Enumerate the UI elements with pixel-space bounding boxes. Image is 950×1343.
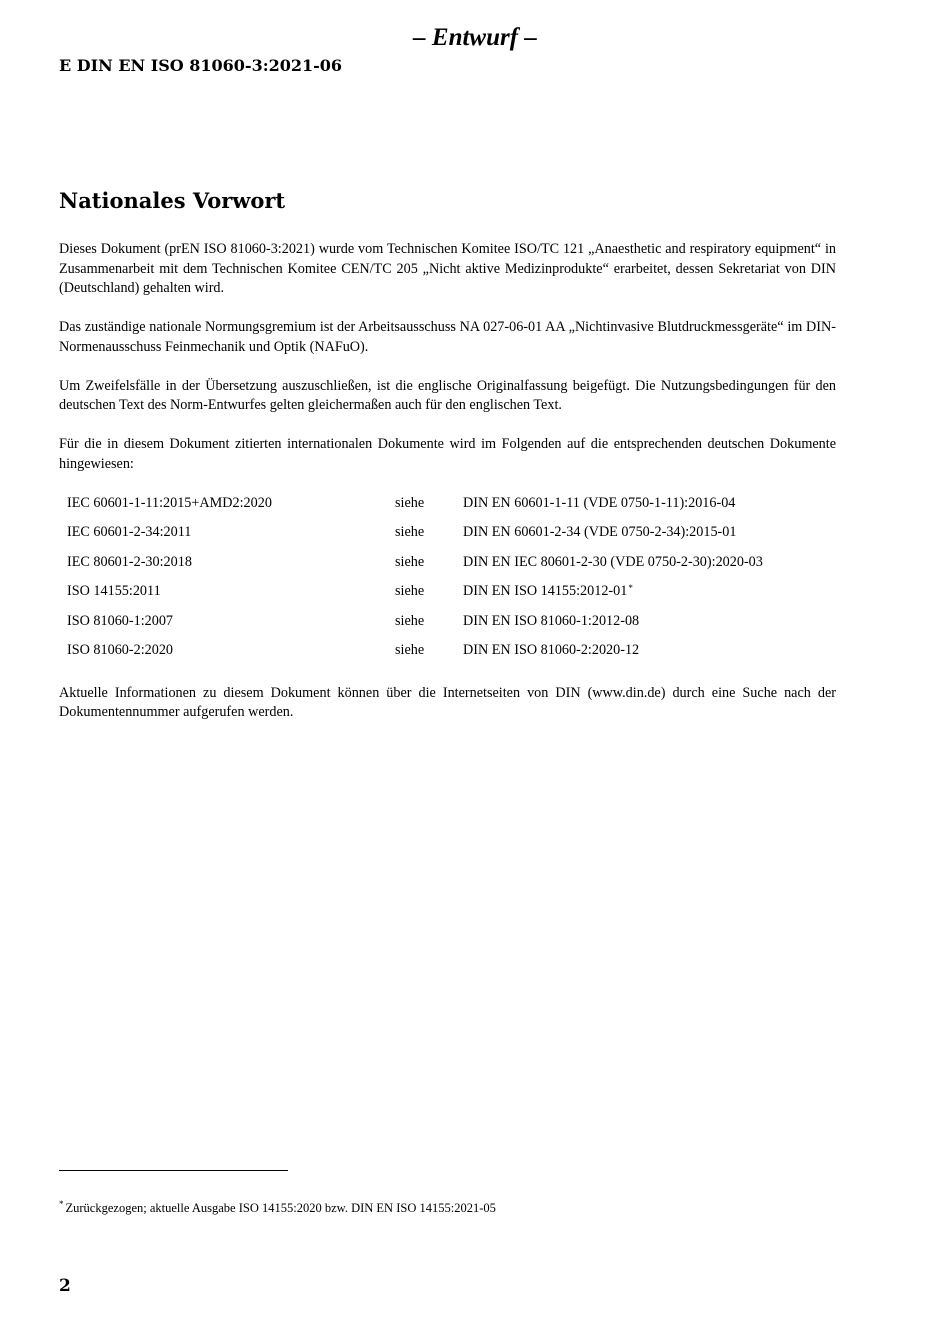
international-document: IEC 80601-2-30:2018 bbox=[67, 553, 192, 570]
reference-row bbox=[59, 494, 836, 524]
reference-row bbox=[59, 612, 836, 642]
german-document: DIN EN 60601-1-11 (VDE 0750-1-11):2016-04 bbox=[463, 494, 736, 511]
footnote-separator bbox=[59, 1170, 288, 1171]
german-document: DIN EN 60601-2-34 (VDE 0750-2-34):2015-01 bbox=[463, 524, 737, 540]
international-document: IEC 60601-2-34:2011 bbox=[67, 524, 192, 540]
footnote-marker: * bbox=[628, 583, 633, 593]
footnote-marker: * bbox=[59, 1199, 64, 1209]
reference-link-word: siehe bbox=[395, 612, 425, 629]
reference-link-word: siehe bbox=[395, 642, 425, 658]
section-heading: Nationales Vorwort bbox=[59, 188, 286, 213]
reference-list bbox=[59, 494, 836, 671]
reference-row bbox=[59, 553, 836, 583]
paragraph-scope: Dieses Dokument (prEN ISO 81060-3:2021) wurde vom Technischen Komitee ISO/TC 121 „Anaesthetic and respiratory equipment“ in Zusammenarbeit mit dem Technischen Komitee CEN/TC 205 „Nicht aktive Medizinprodukte“ erarbeitet, dessen Sekretariat von DIN (Deutschland) gehalten wird. bbox=[59, 241, 836, 296]
german-document: DIN EN ISO 81060-2:2020-12 bbox=[463, 642, 640, 658]
paragraph-closing: Aktuelle Informationen zu diesem Dokument können über die Internetseiten von DIN (www.din.de) durch eine Suche nach der Dokumentennummer aufgerufen werden. bbox=[59, 684, 836, 720]
reference-row bbox=[59, 523, 836, 553]
international-document: ISO 81060-2:2020 bbox=[67, 642, 174, 658]
international-document: ISO 81060-1:2007 bbox=[67, 612, 174, 629]
page-number: 2 bbox=[59, 1276, 71, 1296]
reference-link-word: siehe bbox=[395, 494, 425, 511]
reference-link-word: siehe bbox=[395, 553, 425, 570]
draft-watermark-title: – Entwurf – bbox=[413, 24, 537, 51]
reference-link-word: siehe bbox=[395, 524, 425, 540]
paragraph-translation: Um Zweifelsfälle in der Übersetzung auszuschließen, ist die englische Originalfassung beigefügt. Die Nutzungsbedingungen für den deutschen Text des Norm-Entwurfes gelten gleichermaßen auch für den englischen Text. bbox=[59, 377, 836, 413]
international-document: ISO 14155:2011 bbox=[67, 583, 161, 599]
german-document: DIN EN IEC 80601-2-30 (VDE 0750-2-30):2020-03 bbox=[463, 553, 763, 570]
footnote bbox=[59, 1201, 496, 1216]
footnote-text: Zurückgezogen; aktuelle Ausgabe ISO 14155:2020 bzw. DIN EN ISO 14155:2021-05 bbox=[65, 1201, 496, 1215]
reference-row bbox=[59, 641, 836, 671]
german-document: DIN EN ISO 81060-1:2012-08 bbox=[463, 612, 640, 629]
paragraph-references-intro: Für die in diesem Dokument zitierten internationalen Dokumente wird im Folgenden auf die entsprechenden deutschen Dokumente hingewiesen: bbox=[59, 436, 836, 472]
reference-link-word: siehe bbox=[395, 583, 425, 599]
paragraph-committee: Das zuständige nationale Normungsgremium ist der Arbeitsausschuss NA 027-06-01 AA „Nichtinvasive Blutdruckmessgeräte“ im DIN-Normenausschuss Feinmechanik und Optik (NAFuO). bbox=[59, 319, 836, 355]
german-document: DIN EN ISO 14155:2012-01* bbox=[463, 583, 633, 599]
international-document: IEC 60601-1-11:2015+AMD2:2020 bbox=[67, 494, 272, 511]
reference-row bbox=[59, 582, 836, 612]
document-identifier: E DIN EN ISO 81060-3:2021-06 bbox=[59, 56, 343, 75]
section-body bbox=[59, 240, 836, 742]
